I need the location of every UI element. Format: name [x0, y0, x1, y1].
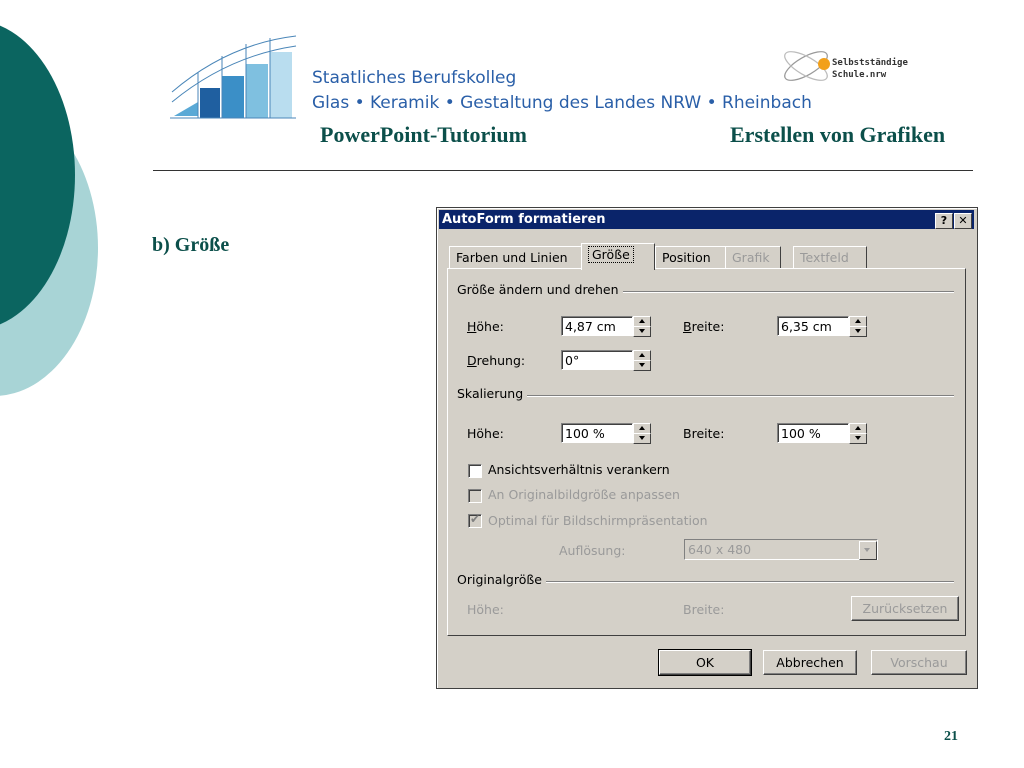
tab-label: Farben und Linien — [456, 250, 568, 265]
tab-position[interactable] — [655, 246, 733, 269]
group-original-label: Originalgröße — [457, 572, 546, 587]
tab-groesse[interactable] — [581, 243, 655, 270]
width-spinner[interactable] — [849, 316, 867, 336]
tab-farben-und-linien[interactable] — [449, 246, 583, 269]
optimal-label: Optimal für Bildschirmpräsentation — [488, 513, 708, 528]
width-label: Breite: — [683, 319, 725, 334]
original-size-label: An Originalbildgröße anpassen — [488, 487, 680, 502]
partner-logo-icon — [780, 44, 836, 86]
group-size-label: Größe ändern und drehen — [457, 282, 623, 297]
header-divider — [153, 170, 973, 171]
optimal-checkbox[interactable] — [468, 514, 482, 528]
ok-button[interactable]: OK — [659, 650, 751, 675]
rotation-spinner[interactable] — [633, 350, 651, 370]
original-width-label: Breite: — [683, 602, 725, 617]
slide-subheading: b) Größe — [152, 234, 230, 256]
partner-logo-line2: Schule.nrw — [832, 70, 887, 80]
close-icon: ✕ — [958, 214, 968, 227]
spin-down-icon[interactable] — [633, 360, 651, 371]
preview-button[interactable] — [871, 650, 967, 675]
tab-label: Position — [662, 250, 711, 265]
original-size-checkbox[interactable] — [468, 489, 482, 503]
scale-height-input[interactable]: 100 % — [561, 423, 633, 443]
dialog-titlebar[interactable] — [439, 210, 974, 229]
format-autoshape-dialog — [436, 207, 978, 689]
height-input[interactable]: 4,87 cm — [561, 316, 633, 336]
tab-label: Grafik — [732, 250, 770, 265]
checkmark-icon: ✔ — [470, 512, 481, 526]
rotation-label: Drehung: — [467, 353, 526, 368]
height-spinner[interactable] — [633, 316, 651, 336]
school-logo-icon — [168, 32, 300, 124]
reset-button[interactable] — [851, 596, 959, 621]
scale-height-label: Höhe: — [467, 426, 504, 441]
school-subtitle: Glas • Keramik • Gestaltung des Landes NRW • Rheinbach — [312, 93, 812, 113]
tab-label: Größe — [588, 246, 634, 263]
group-scale-label: Skalierung — [457, 386, 527, 401]
school-name: Staatliches Berufskolleg — [312, 68, 517, 88]
lock-aspect-label: Ansichtsverhältnis verankern — [488, 462, 670, 477]
spin-down-icon[interactable] — [849, 433, 867, 444]
partner-logo-line1: Selbstständige — [832, 58, 908, 68]
height-label: Höhe: — [467, 319, 504, 334]
tab-textfeld[interactable] — [793, 246, 867, 269]
rotation-input[interactable]: 0° — [561, 350, 633, 370]
section-title: Erstellen von Grafiken — [730, 122, 946, 147]
dropdown-arrow-icon[interactable] — [859, 541, 877, 560]
tab-label: Textfeld — [800, 250, 849, 265]
tutorial-title: PowerPoint-Tutorium — [320, 122, 527, 147]
original-height-label: Höhe: — [467, 602, 504, 617]
close-button[interactable] — [954, 213, 972, 229]
scale-height-spinner[interactable] — [633, 423, 651, 443]
spin-down-icon[interactable] — [633, 326, 651, 337]
group-divider — [457, 395, 954, 397]
spin-down-icon[interactable] — [633, 433, 651, 444]
width-input[interactable]: 6,35 cm — [777, 316, 849, 336]
cancel-button[interactable]: Abbrechen — [763, 650, 857, 675]
resolution-select[interactable] — [684, 539, 878, 560]
reset-button-label: Zurücksetzen — [862, 601, 948, 616]
lock-aspect-checkbox[interactable] — [468, 464, 482, 478]
spin-down-icon[interactable] — [849, 326, 867, 337]
help-button[interactable]: ? — [935, 213, 953, 229]
preview-button-label: Vorschau — [890, 655, 948, 670]
resolution-value: 640 x 480 — [688, 542, 752, 557]
scale-width-spinner[interactable] — [849, 423, 867, 443]
tab-grafik[interactable] — [725, 246, 781, 269]
page-number: 21 — [944, 729, 958, 744]
scale-width-label: Breite: — [683, 426, 725, 441]
dialog-title: AutoForm formatieren — [442, 212, 606, 227]
scale-width-input[interactable]: 100 % — [777, 423, 849, 443]
resolution-label: Auflösung: — [559, 543, 626, 558]
